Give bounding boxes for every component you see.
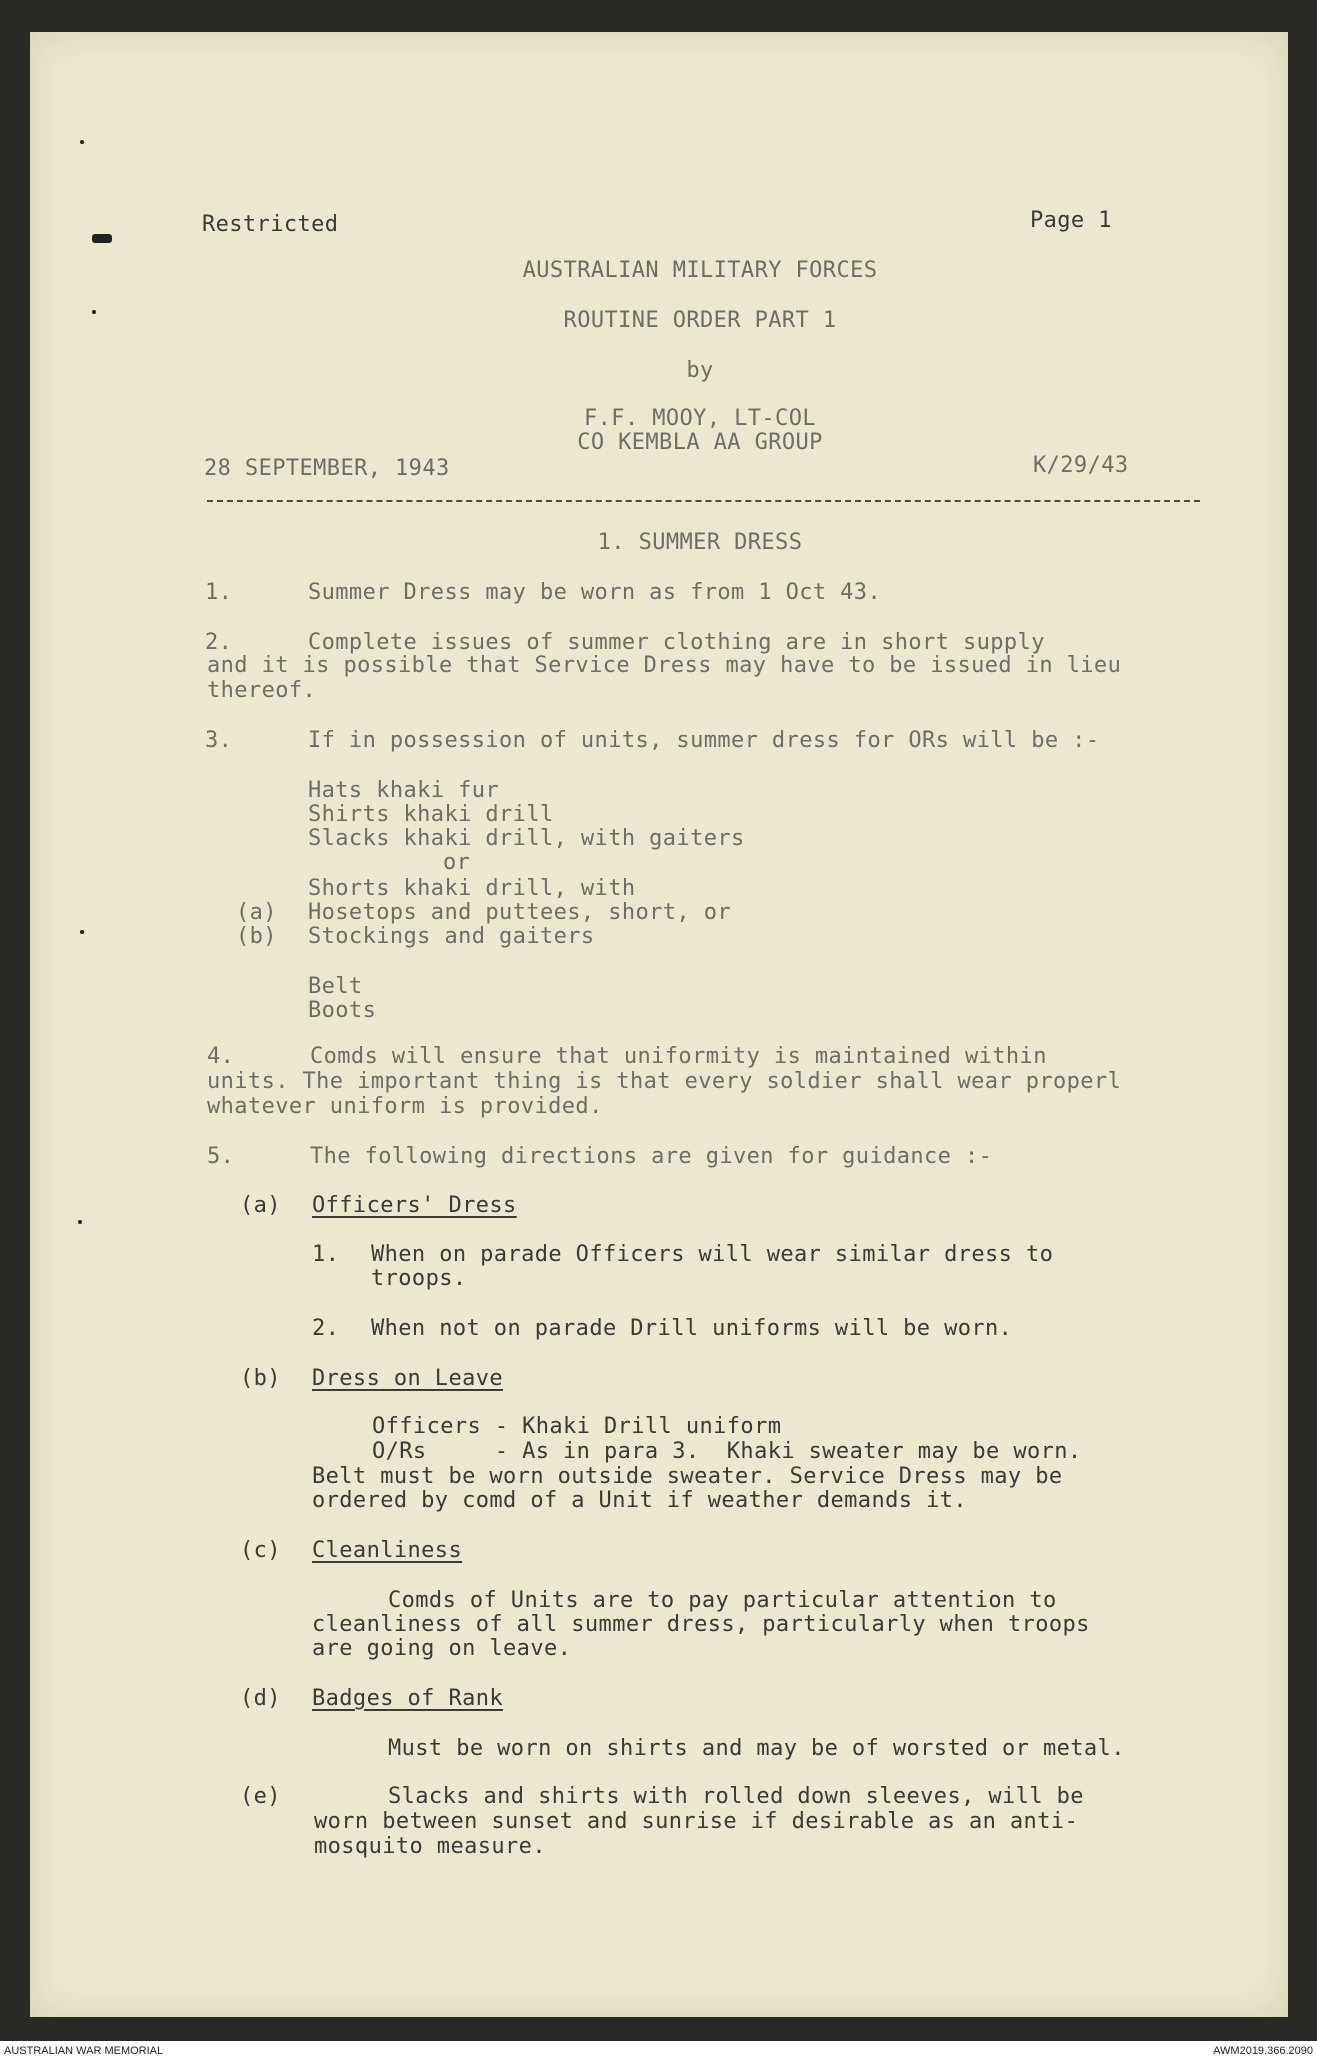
sub-b-label: (b) [240,1366,281,1391]
sub-b-line-3: Belt must be worn outside sweater. Service Dress may be [312,1464,1063,1489]
sub-a1-line-2: troops. [371,1266,467,1291]
item-hats: Hats khaki fur [308,778,500,803]
para-2-line-2: and it is possible that Service Dress may have to be issued in lieu [207,653,1122,678]
archive-name: AUSTRALIAN WAR MEMORIAL [4,2045,164,2057]
ink-speck [80,140,84,144]
item-b-label: (b) [236,924,277,949]
para-4-line-2: units. The important thing is that every soldier shall wear properl [207,1069,1122,1094]
item-or: or [443,850,471,875]
header-divider [207,500,1200,502]
item-shorts: Shorts khaki drill, with [308,876,636,901]
sub-a2-number: 2. [312,1316,340,1341]
sub-a-label: (a) [240,1193,281,1218]
para-4-number: 4. [207,1044,235,1069]
sub-d-label: (d) [240,1686,281,1711]
sub-e-label: (e) [240,1784,281,1809]
section-title [500,530,900,555]
sub-b-line-4: ordered by comd of a Unit if weather demands it. [312,1488,967,1513]
sub-e-line-1: Slacks and shirts with rolled down sleeves, will be [388,1784,1084,1809]
sub-a2-line-1: When not on parade Drill uniforms will be worn. [371,1316,1013,1341]
item-shirts: Shirts khaki drill [308,802,554,827]
sub-d-line-1: Must be worn on shirts and may be of worsted or metal. [388,1736,1125,1761]
sub-c-title: Cleanliness [312,1538,463,1563]
para-3-line-1: If in possession of units, summer dress for ORs will be :- [308,728,1100,753]
item-boots: Boots [308,998,377,1023]
item-a-text: Hosetops and puttees, short, or [308,900,731,925]
order-reference: K/29/43 [1033,453,1129,478]
header-line-4: F.F. MOOY, LT-COL [584,406,816,431]
header-line-5: CO KEMBLA AA GROUP [577,430,823,455]
ink-speck [92,310,96,314]
para-2-line-3: thereof. [207,678,317,703]
classification-label: Restricted [202,212,339,237]
ink-speck [78,1220,82,1224]
para-2-number: 2. [205,630,233,655]
sub-c-line-1: Comds of Units are to pay particular attention to [388,1588,1057,1613]
para-2-line-1: Complete issues of summer clothing are in short supply [308,630,1045,655]
header-line-2: ROUTINE ORDER PART 1 [563,308,837,333]
para-5-number: 5. [207,1144,235,1169]
header-line-1: AUSTRALIAN MILITARY FORCES [522,258,878,283]
item-a-label: (a) [236,900,277,925]
archive-footer [0,2041,1317,2061]
section-title-text: 1. SUMMER DRESS [597,530,803,555]
item-b-text: Stockings and gaiters [308,924,595,949]
sub-b-line-1: Officers - Khaki Drill uniform [372,1414,782,1439]
para-1-line-1: Summer Dress may be worn as from 1 Oct 43. [308,580,882,605]
sub-a1-line-1: When on parade Officers will wear similar dress to [371,1242,1054,1267]
item-belt: Belt [308,974,363,999]
sub-a1-number: 1. [312,1242,340,1267]
item-slacks: Slacks khaki drill, with gaiters [308,826,745,851]
sub-b-title: Dress on Leave [312,1366,504,1391]
sub-c-line-2: cleanliness of all summer dress, particularly when troops [312,1612,1090,1637]
sub-e-line-2: worn between sunset and sunrise if desirable as an anti- [314,1809,1079,1834]
para-3-number: 3. [205,728,233,753]
page-number: Page 1 [1030,208,1112,233]
ink-speck [80,930,84,934]
sub-d-title: Badges of Rank [312,1686,504,1711]
sub-c-line-3: are going on leave. [312,1636,572,1661]
archive-reference: AWM2019.366.2090 [1213,2045,1313,2057]
ink-speck [92,234,112,243]
sub-c-label: (c) [240,1538,281,1563]
para-4-line-1: Comds will ensure that uniformity is maintained within [310,1044,1047,1069]
sub-e-line-3: mosquito measure. [314,1834,546,1859]
para-1-number: 1. [205,580,233,605]
para-4-line-3: whatever uniform is provided. [207,1094,603,1119]
sub-a-title: Officers' Dress [312,1193,517,1218]
header-line-3: by [686,358,714,383]
sub-b-line-2: O/Rs - As in para 3. Khaki sweater may be worn. [372,1439,1082,1464]
para-5-line-1: The following directions are given for guidance :- [310,1144,993,1169]
order-date: 28 SEPTEMBER, 1943 [204,456,450,481]
